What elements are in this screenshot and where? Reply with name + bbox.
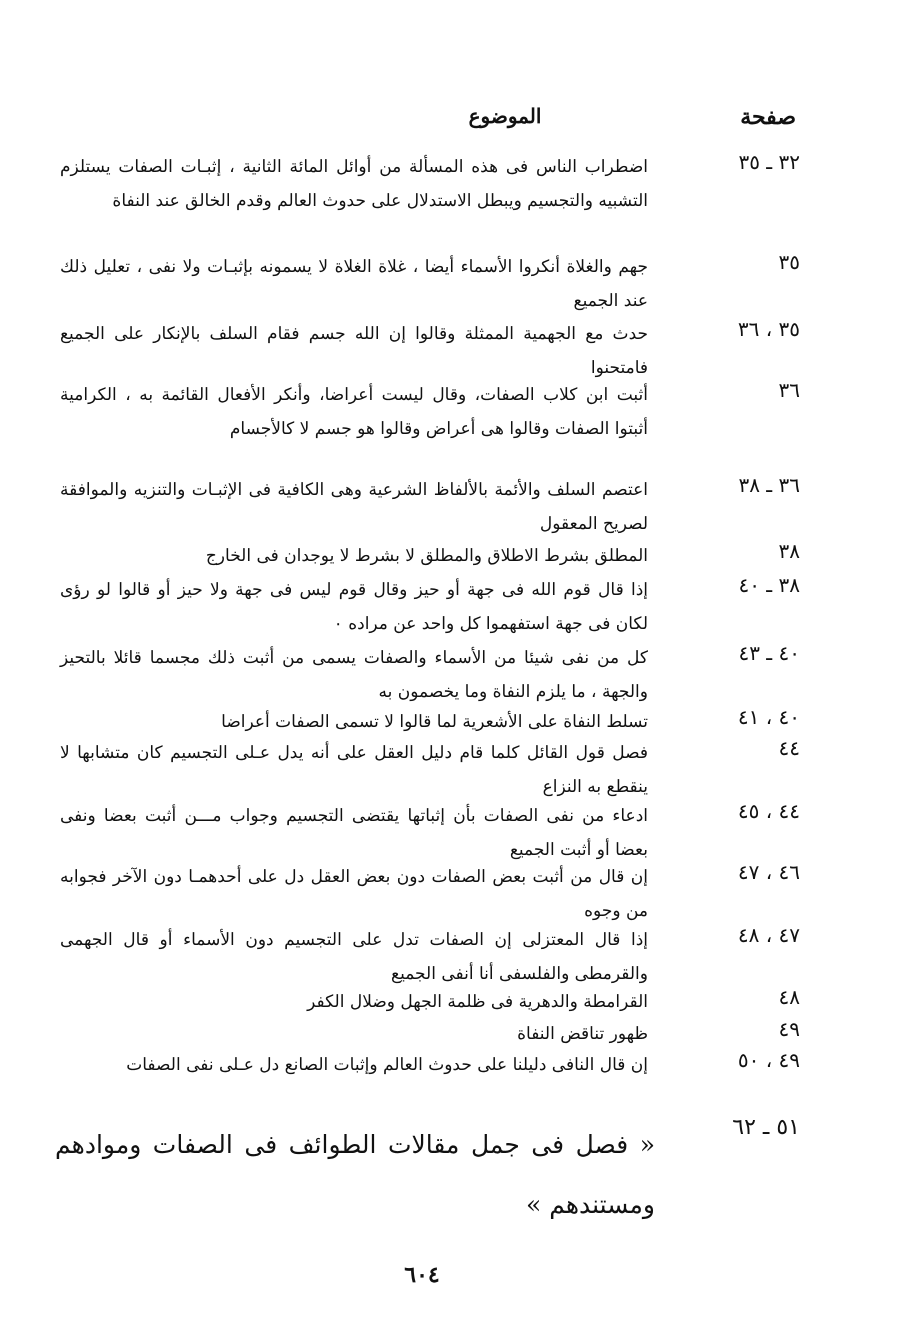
entry-pages: ٣٢ ـ ٣٥	[738, 150, 800, 174]
entry-pages: ٣٥	[778, 250, 800, 274]
entry-text: اضطراب الناس فى هذه المسألة من أوائل المائة الثانية ، إثبـات الصفات يستلزم التشبيه والتجسيم ويبطل الاستدلال على حدوث العالم وقدم الخالق عند النفاة	[60, 157, 648, 211]
entry-pages: ٣٦ ـ ٣٨	[738, 473, 800, 497]
entry-text: إن قال من أثبت بعض الصفات دون بعض العقل دل على أحدهمـا دون الآخر فجوابه من وجوه	[60, 867, 648, 921]
entry-pages: ٤٦ ، ٤٧	[737, 860, 800, 884]
entry-pages: ٣٦	[778, 378, 800, 402]
entry-text: إذا قال المعتزلى إن الصفات تدل على التجسيم دون الأسماء أو قال الجهمى والقرمطى والفلسفى أنا أنفى الجميع	[60, 930, 648, 984]
entry-text: ظهور تناقض النفاة	[517, 1024, 648, 1044]
entry-text: المطلق بشرط الاطلاق والمطلق لا بشرط لا يوجدان فى الخارج	[205, 546, 648, 566]
entry-text: أثبت ابن كلاب الصفات، وقال ليست أعراضا، وأنكر الأفعال القائمة به ، الكرامية أثبتوا الصفات وقالوا هى أعراض وقالوا هو جسم لا كالأجسام	[60, 385, 648, 439]
entry-text: تسلط النفاة على الأشعرية لما قالوا لا تسمى الصفات أعراضا	[221, 712, 648, 732]
entry-pages: ٣٥ ، ٣٦	[737, 317, 800, 341]
entry-pages: ٣٨ ـ ٤٠	[738, 573, 800, 597]
entry-pages: ٤٩ ، ٥٠	[737, 1048, 800, 1072]
entry-text: إذا قال قوم الله فى جهة أو حيز وقال قوم ليس فى جهة ولا حيز أو قالوا لو رؤى لكان فى جهة استفهموا كل واحد عن مراده ٠	[60, 580, 648, 634]
entry-text: كل من نفى شيئا من الأسماء والصفات يسمى من أثبت ذلك مجسما قائلا بالتحيز والجهة ، ما يلزم النفاة وما يخصمون به	[60, 648, 648, 702]
entry-text: حدث مع الجهمية الممثلة وقالوا إن الله جسم فقام السلف بالإنكار على الجميع فامتحنوا	[60, 324, 648, 378]
entry-pages: ٤٧ ، ٤٨	[737, 923, 800, 947]
entry-pages: ٤٠ ـ ٤٣	[738, 641, 800, 665]
entry-pages: ٤٤ ، ٤٥	[737, 799, 800, 823]
entry-text: فصل قول القائل كلما قام دليل العقل على أنه يدل عـلى التجسيم كان متشابها لا ينقطع به النزاع	[60, 743, 648, 797]
section-title: « فصل فى جمل مقالات الطوائف فى الصفات وموادهم ومستندهم »	[55, 1130, 655, 1219]
entry-text: اعتصم السلف والأئمة بالألفاظ الشرعية وهى الكافية فى الإثبـات والتنزيه والموافقة لصريح المعقول	[60, 480, 648, 534]
entry-pages: ٤٤	[778, 736, 800, 760]
page-column-header: صفحة	[740, 104, 796, 130]
entry-text: القرامطة والدهرية فى ظلمة الجهل وضلال الكفر	[307, 992, 648, 1012]
section-pages: ٥١ ـ ٦٢	[732, 1115, 800, 1140]
entry-text: ادعاء من نفى الصفات بأن إثباتها يقتضى التجسيم وجواب مـــن أثبت بعضا ونفى بعضا أو أثبت الجميع	[60, 806, 648, 860]
entry-text: جهم والغلاة أنكروا الأسماء أيضا ، غلاة الغلاة لا يسمونه بإثبـات ولا نفى ، تعليل ذلك عند الجميع	[60, 257, 648, 311]
entry-pages: ٣٨	[778, 539, 800, 563]
page-number: ٦٠٤	[404, 1262, 440, 1288]
entry-pages: ٤٠ ، ٤١	[737, 705, 800, 729]
entry-text: إن قال النافى دليلنا على حدوث العالم وإثبات الصانع دل عـلى نفى الصفات	[126, 1055, 648, 1075]
topic-column-header: الموضوع	[468, 104, 542, 128]
entry-pages: ٤٩	[778, 1017, 800, 1041]
entry-pages: ٤٨	[778, 985, 800, 1009]
